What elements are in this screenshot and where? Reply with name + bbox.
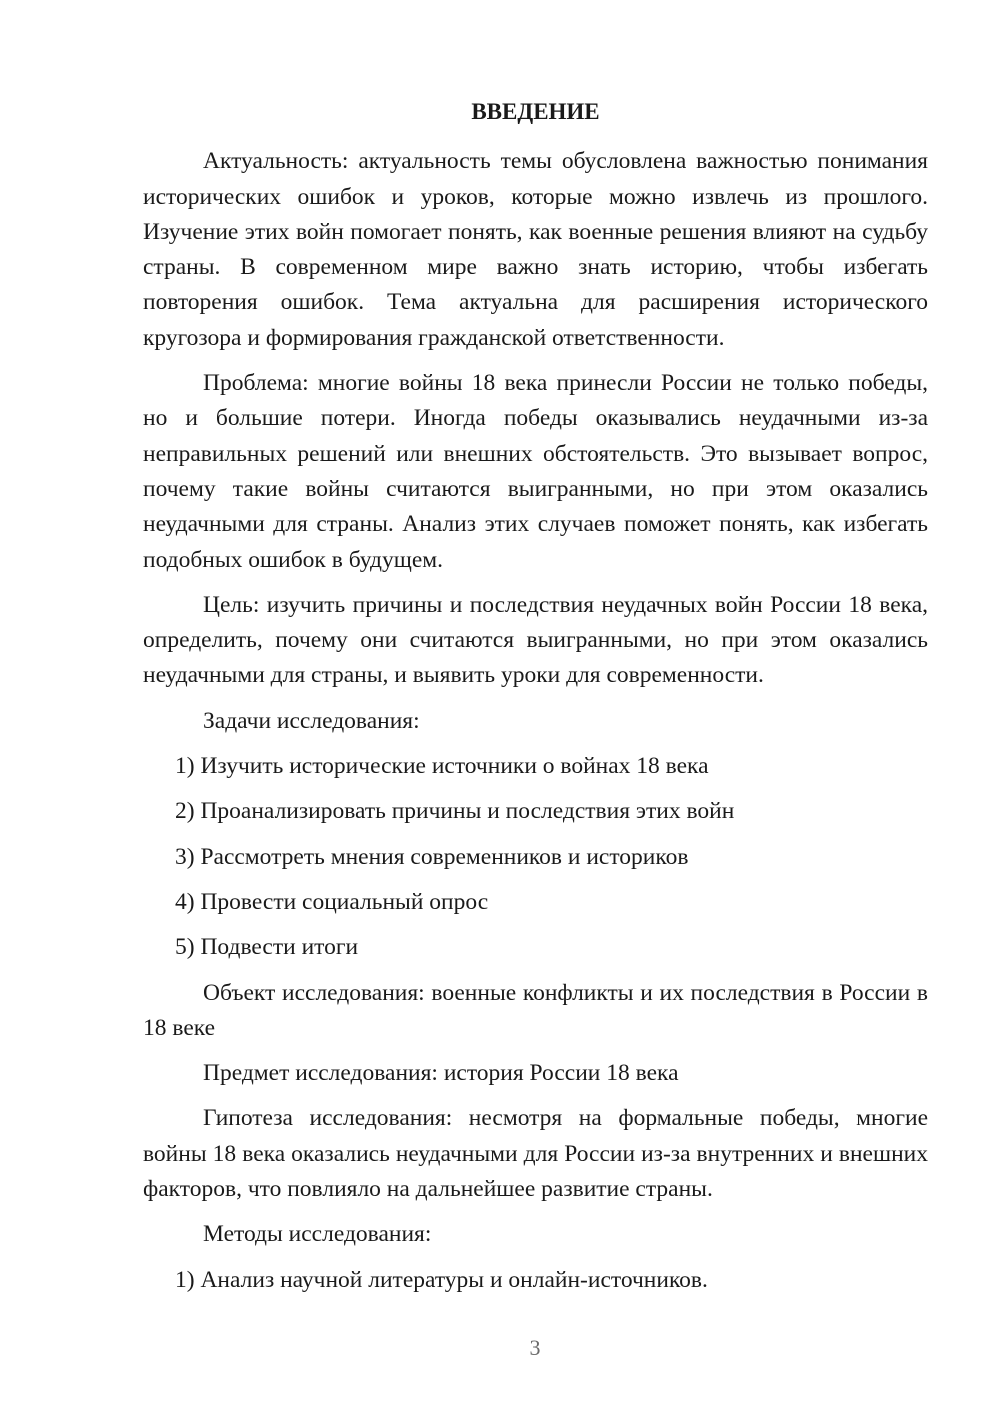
page-number: 3 — [529, 1335, 541, 1360]
methods-title: Методы исследования: — [203, 1221, 432, 1248]
page-content — [143, 94, 928, 1308]
paragraph-relevance: Актуальность: актуальность темы обусловлена важностью понимания исторических ошибок и уроков, которые можно извлечь из прошлого. Изучение этих войн помогает понять, как военные решения влияют на судьбу страны. В современном мире важно знать историю, чтобы избегать повторения ошибок. Тема актуальна для расширения исторического кругозора и формирования гражданской ответственности. — [143, 148, 928, 351]
paragraph-goal: Цель: изучить причины и последствия неудачных войн России 18 века, определить, почему они считаются выигранными, но при этом оказались неудачными для страны, и выявить уроки для современности. — [143, 591, 928, 689]
paragraph-subject: Предмет исследования: история России 18 века — [203, 1060, 679, 1087]
list-item: 3) Рассмотреть мнения современников и историков — [175, 843, 689, 870]
paragraph-hypothesis: Гипотеза исследования: несмотря на формальные победы, многие войны 18 века оказались неудачными для России из-за внутренних и внешних факторов, что повлияло на дальнейшее развитие страны. — [143, 1105, 928, 1203]
paragraph-object: Объект исследования: военные конфликты и их последствия в России в 18 веке — [143, 979, 928, 1041]
page-title: ВВЕДЕНИЕ — [471, 99, 600, 124]
list-item: 1) Анализ научной литературы и онлайн-источников. — [175, 1266, 708, 1293]
list-item: 1) Изучить исторические источники о войнах 18 века — [175, 753, 709, 780]
tasks-list — [143, 749, 928, 965]
list-item: 2) Проанализировать причины и последствия этих войн — [175, 798, 735, 825]
list-item: 4) Провести социальный опрос — [175, 888, 489, 915]
list-item: 5) Подвести итоги — [175, 934, 359, 961]
tasks-title: Задачи исследования: — [203, 707, 420, 734]
paragraph-problem: Проблема: многие войны 18 века принесли России не только победы, но и большие потери. Иногда победы оказывались неудачными из-за неправильных решений или внешних обстоятельств. Это вызывает вопрос, почему такие войны считаются выигранными, но при этом оказались неудачными для страны. Анализ этих случаев поможет понять, как избегать подобных ошибок в будущем. — [143, 370, 928, 573]
methods-list — [143, 1263, 928, 1298]
